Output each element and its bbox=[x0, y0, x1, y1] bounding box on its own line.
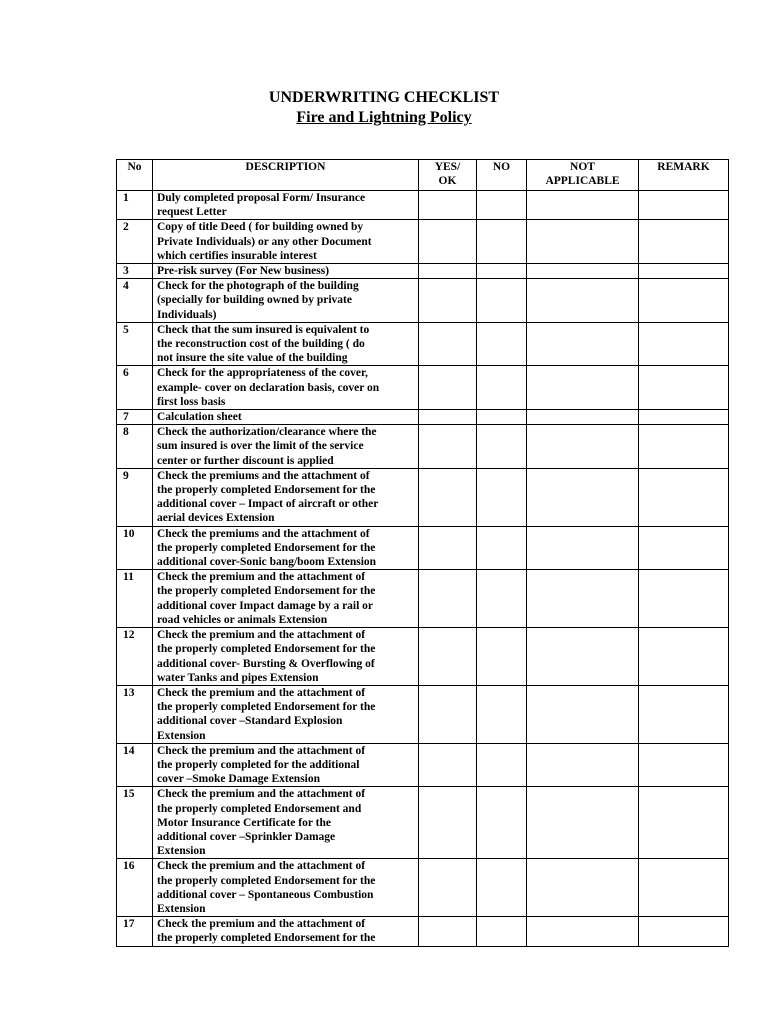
description-line: additional cover –Standard Explosion bbox=[157, 715, 343, 728]
row-number: 8 bbox=[117, 425, 153, 469]
description-line: Private Individuals) or any other Document bbox=[157, 235, 372, 248]
yes-ok-cell[interactable] bbox=[419, 366, 477, 410]
header-yes-ok bbox=[419, 160, 477, 191]
description-line: Check the authorization/clearance where the bbox=[157, 426, 377, 439]
row-description bbox=[153, 468, 419, 526]
checklist-table bbox=[116, 159, 729, 947]
description-line: Check the premiums and the attachment of bbox=[157, 527, 370, 540]
not-applicable-cell[interactable] bbox=[527, 743, 639, 787]
table-row bbox=[117, 264, 729, 279]
remark-cell[interactable] bbox=[639, 628, 729, 686]
not-applicable-cell[interactable] bbox=[527, 859, 639, 917]
no-cell[interactable] bbox=[477, 859, 527, 917]
table-row bbox=[117, 685, 729, 743]
description-line: Motor Insurance Certificate for the bbox=[157, 816, 331, 829]
table-row bbox=[117, 917, 729, 946]
description-line: Check the premium and the attachment of bbox=[157, 918, 366, 931]
row-description bbox=[153, 570, 419, 628]
table-row bbox=[117, 366, 729, 410]
not-applicable-cell[interactable] bbox=[527, 410, 639, 425]
description-line: Copy of title Deed ( for building owned by bbox=[157, 221, 364, 234]
description-line: road vehicles or animals Extension bbox=[157, 613, 328, 626]
yes-ok-cell[interactable] bbox=[419, 859, 477, 917]
header-not-applicable bbox=[527, 160, 639, 191]
remark-cell[interactable] bbox=[639, 410, 729, 425]
not-applicable-cell[interactable] bbox=[527, 279, 639, 323]
row-description bbox=[153, 917, 419, 946]
remark-cell[interactable] bbox=[639, 859, 729, 917]
yes-ok-cell[interactable] bbox=[419, 468, 477, 526]
description-line: Check the premium and the attachment of bbox=[157, 686, 366, 699]
yes-ok-cell[interactable] bbox=[419, 628, 477, 686]
description-line: sum insured is over the limit of the service bbox=[157, 440, 364, 453]
description-line: the properly completed Endorsement for the bbox=[157, 874, 376, 887]
row-description bbox=[153, 264, 419, 279]
table-row bbox=[117, 410, 729, 425]
row-description bbox=[153, 787, 419, 859]
no-cell[interactable] bbox=[477, 220, 527, 264]
description-line: Check that the sum insured is equivalent to bbox=[157, 323, 370, 336]
header-yes-ok-line1: YES/ bbox=[434, 161, 461, 173]
description-line: Check the premiums and the attachment of bbox=[157, 469, 370, 482]
row-description bbox=[153, 220, 419, 264]
header-no: No bbox=[117, 160, 153, 191]
not-applicable-cell[interactable] bbox=[527, 366, 639, 410]
header-no-column: NO bbox=[477, 160, 527, 191]
row-description bbox=[153, 425, 419, 469]
checklist-body bbox=[117, 191, 729, 947]
description-line: the properly completed Endorsement for the bbox=[157, 541, 376, 554]
no-cell[interactable] bbox=[477, 468, 527, 526]
no-cell[interactable] bbox=[477, 322, 527, 366]
remark-cell[interactable] bbox=[639, 570, 729, 628]
document-subtitle: Fire and Lightning Policy bbox=[296, 109, 472, 126]
row-number: 10 bbox=[117, 526, 153, 570]
not-applicable-cell[interactable] bbox=[527, 220, 639, 264]
description-line: the reconstruction cost of the building ( do bbox=[157, 338, 365, 351]
yes-ok-cell[interactable] bbox=[419, 191, 477, 220]
no-cell[interactable] bbox=[477, 264, 527, 279]
remark-cell[interactable] bbox=[639, 685, 729, 743]
remark-cell[interactable] bbox=[639, 917, 729, 946]
description-line: Check the premium and the attachment of bbox=[157, 629, 366, 642]
row-number: 12 bbox=[117, 628, 153, 686]
header-yes-ok-line2: OK bbox=[438, 175, 457, 188]
yes-ok-cell[interactable] bbox=[419, 220, 477, 264]
not-applicable-cell[interactable] bbox=[527, 526, 639, 570]
row-description bbox=[153, 410, 419, 425]
table-row bbox=[117, 526, 729, 570]
table-row bbox=[117, 279, 729, 323]
table-row bbox=[117, 191, 729, 220]
document-title: UNDERWRITING CHECKLIST bbox=[268, 89, 500, 106]
no-cell[interactable] bbox=[477, 743, 527, 787]
row-number: 2 bbox=[117, 220, 153, 264]
description-line: request Letter bbox=[157, 206, 227, 219]
description-line: Check the premium and the attachment of bbox=[157, 571, 366, 584]
no-cell[interactable] bbox=[477, 570, 527, 628]
remark-cell[interactable] bbox=[639, 279, 729, 323]
not-applicable-cell[interactable] bbox=[527, 570, 639, 628]
not-applicable-cell[interactable] bbox=[527, 628, 639, 686]
description-line: the properly completed Endorsement and bbox=[157, 802, 362, 815]
description-line: additional cover – Impact of aircraft or other bbox=[157, 498, 379, 511]
yes-ok-cell[interactable] bbox=[419, 787, 477, 859]
not-applicable-cell[interactable] bbox=[527, 685, 639, 743]
description-line: which certifies insurable interest bbox=[157, 249, 317, 262]
no-cell[interactable] bbox=[477, 279, 527, 323]
header-description: DESCRIPTION bbox=[153, 160, 419, 191]
remark-cell[interactable] bbox=[639, 468, 729, 526]
no-cell[interactable] bbox=[477, 526, 527, 570]
not-applicable-cell[interactable] bbox=[527, 468, 639, 526]
row-number: 1 bbox=[117, 191, 153, 220]
no-cell[interactable] bbox=[477, 685, 527, 743]
header-remark: REMARK bbox=[639, 160, 729, 191]
description-line: the properly completed Endorsement for the bbox=[157, 643, 376, 656]
description-line: Check for the appropriateness of the cover, bbox=[157, 367, 368, 380]
no-cell[interactable] bbox=[477, 425, 527, 469]
description-line: Duly completed proposal Form/ Insurance bbox=[157, 192, 366, 204]
description-line: the properly completed Endorsement for the bbox=[157, 701, 376, 714]
description-line: additional cover- Bursting & Overflowing of bbox=[157, 657, 375, 670]
remark-cell[interactable] bbox=[639, 743, 729, 787]
row-number: 5 bbox=[117, 322, 153, 366]
description-line: Check the premium and the attachment of bbox=[157, 860, 366, 873]
row-number: 17 bbox=[117, 917, 153, 946]
yes-ok-cell[interactable] bbox=[419, 917, 477, 946]
row-description bbox=[153, 279, 419, 323]
remark-cell[interactable] bbox=[639, 191, 729, 220]
row-description bbox=[153, 859, 419, 917]
description-line: Check for the photograph of the building bbox=[157, 280, 359, 293]
row-number: 6 bbox=[117, 366, 153, 410]
row-number: 4 bbox=[117, 279, 153, 323]
description-line: not insure the site value of the building bbox=[157, 352, 348, 365]
table-row bbox=[117, 570, 729, 628]
remark-cell[interactable] bbox=[639, 264, 729, 279]
table-row bbox=[117, 859, 729, 917]
remark-cell[interactable] bbox=[639, 220, 729, 264]
row-description bbox=[153, 743, 419, 787]
yes-ok-cell[interactable] bbox=[419, 743, 477, 787]
row-number: 13 bbox=[117, 685, 153, 743]
no-cell[interactable] bbox=[477, 787, 527, 859]
table-row bbox=[117, 787, 729, 859]
table-row bbox=[117, 628, 729, 686]
yes-ok-cell[interactable] bbox=[419, 410, 477, 425]
no-cell[interactable] bbox=[477, 191, 527, 220]
description-line: aerial devices Extension bbox=[157, 512, 275, 525]
description-line: additional cover –Sprinkler Damage bbox=[157, 830, 336, 843]
description-line: additional cover-Sonic bang/boom Extension bbox=[157, 556, 377, 569]
row-description bbox=[153, 628, 419, 686]
yes-ok-cell[interactable] bbox=[419, 570, 477, 628]
description-line: the properly completed Endorsement for the bbox=[157, 585, 376, 598]
description-line: the properly completed for the additional bbox=[157, 758, 360, 771]
row-description bbox=[153, 526, 419, 570]
row-description bbox=[153, 685, 419, 743]
description-line: the properly completed Endorsement for the bbox=[157, 484, 376, 497]
yes-ok-cell[interactable] bbox=[419, 685, 477, 743]
row-number: 3 bbox=[117, 264, 153, 279]
row-number: 11 bbox=[117, 570, 153, 628]
remark-cell[interactable] bbox=[639, 366, 729, 410]
not-applicable-cell[interactable] bbox=[527, 191, 639, 220]
description-line: additional cover Impact damage by a rail or bbox=[157, 599, 374, 612]
remark-cell[interactable] bbox=[639, 322, 729, 366]
description-line: water Tanks and pipes Extension bbox=[157, 671, 319, 684]
row-description bbox=[153, 191, 419, 220]
remark-cell[interactable] bbox=[639, 787, 729, 859]
header-na-line2: APPLICABLE bbox=[545, 175, 620, 188]
description-line: Extension bbox=[157, 902, 206, 915]
remark-cell[interactable] bbox=[639, 425, 729, 469]
description-line: Pre-risk survey (For New business) bbox=[157, 265, 330, 278]
row-number: 16 bbox=[117, 859, 153, 917]
description-line: Extension bbox=[157, 845, 206, 858]
table-row bbox=[117, 425, 729, 469]
row-description bbox=[153, 322, 419, 366]
description-line: center or further discount is applied bbox=[157, 454, 334, 467]
table-row bbox=[117, 220, 729, 264]
description-line: additional cover – Spontaneous Combustion bbox=[157, 888, 374, 901]
not-applicable-cell[interactable] bbox=[527, 425, 639, 469]
description-line: Calculation sheet bbox=[157, 411, 242, 424]
row-number: 15 bbox=[117, 787, 153, 859]
yes-ok-cell[interactable] bbox=[419, 322, 477, 366]
row-number: 7 bbox=[117, 410, 153, 425]
description-line: the properly completed Endorsement for the bbox=[157, 932, 376, 945]
not-applicable-cell[interactable] bbox=[527, 787, 639, 859]
table-header-row bbox=[117, 160, 729, 191]
description-line: example- cover on declaration basis, cover on bbox=[157, 381, 380, 394]
table-row bbox=[117, 322, 729, 366]
table-row bbox=[117, 468, 729, 526]
yes-ok-cell[interactable] bbox=[419, 264, 477, 279]
yes-ok-cell[interactable] bbox=[419, 425, 477, 469]
remark-cell[interactable] bbox=[639, 526, 729, 570]
description-line: Check the premium and the attachment of bbox=[157, 788, 366, 801]
row-number: 14 bbox=[117, 743, 153, 787]
not-applicable-cell[interactable] bbox=[527, 322, 639, 366]
description-line: first loss basis bbox=[157, 395, 226, 408]
not-applicable-cell[interactable] bbox=[527, 917, 639, 946]
not-applicable-cell[interactable] bbox=[527, 264, 639, 279]
no-cell[interactable] bbox=[477, 410, 527, 425]
no-cell[interactable] bbox=[477, 366, 527, 410]
description-line: cover –Smoke Damage Extension bbox=[157, 773, 321, 786]
row-description bbox=[153, 366, 419, 410]
description-line: Extension bbox=[157, 729, 206, 742]
row-number: 9 bbox=[117, 468, 153, 526]
yes-ok-cell[interactable] bbox=[419, 279, 477, 323]
yes-ok-cell[interactable] bbox=[419, 526, 477, 570]
description-line: Individuals) bbox=[157, 308, 217, 321]
header-na-line1: NOT bbox=[570, 161, 595, 173]
description-line: (specially for building owned by private bbox=[157, 294, 352, 307]
table-row bbox=[117, 743, 729, 787]
no-cell[interactable] bbox=[477, 628, 527, 686]
description-line: Check the premium and the attachment of bbox=[157, 744, 366, 757]
no-cell[interactable] bbox=[477, 917, 527, 946]
